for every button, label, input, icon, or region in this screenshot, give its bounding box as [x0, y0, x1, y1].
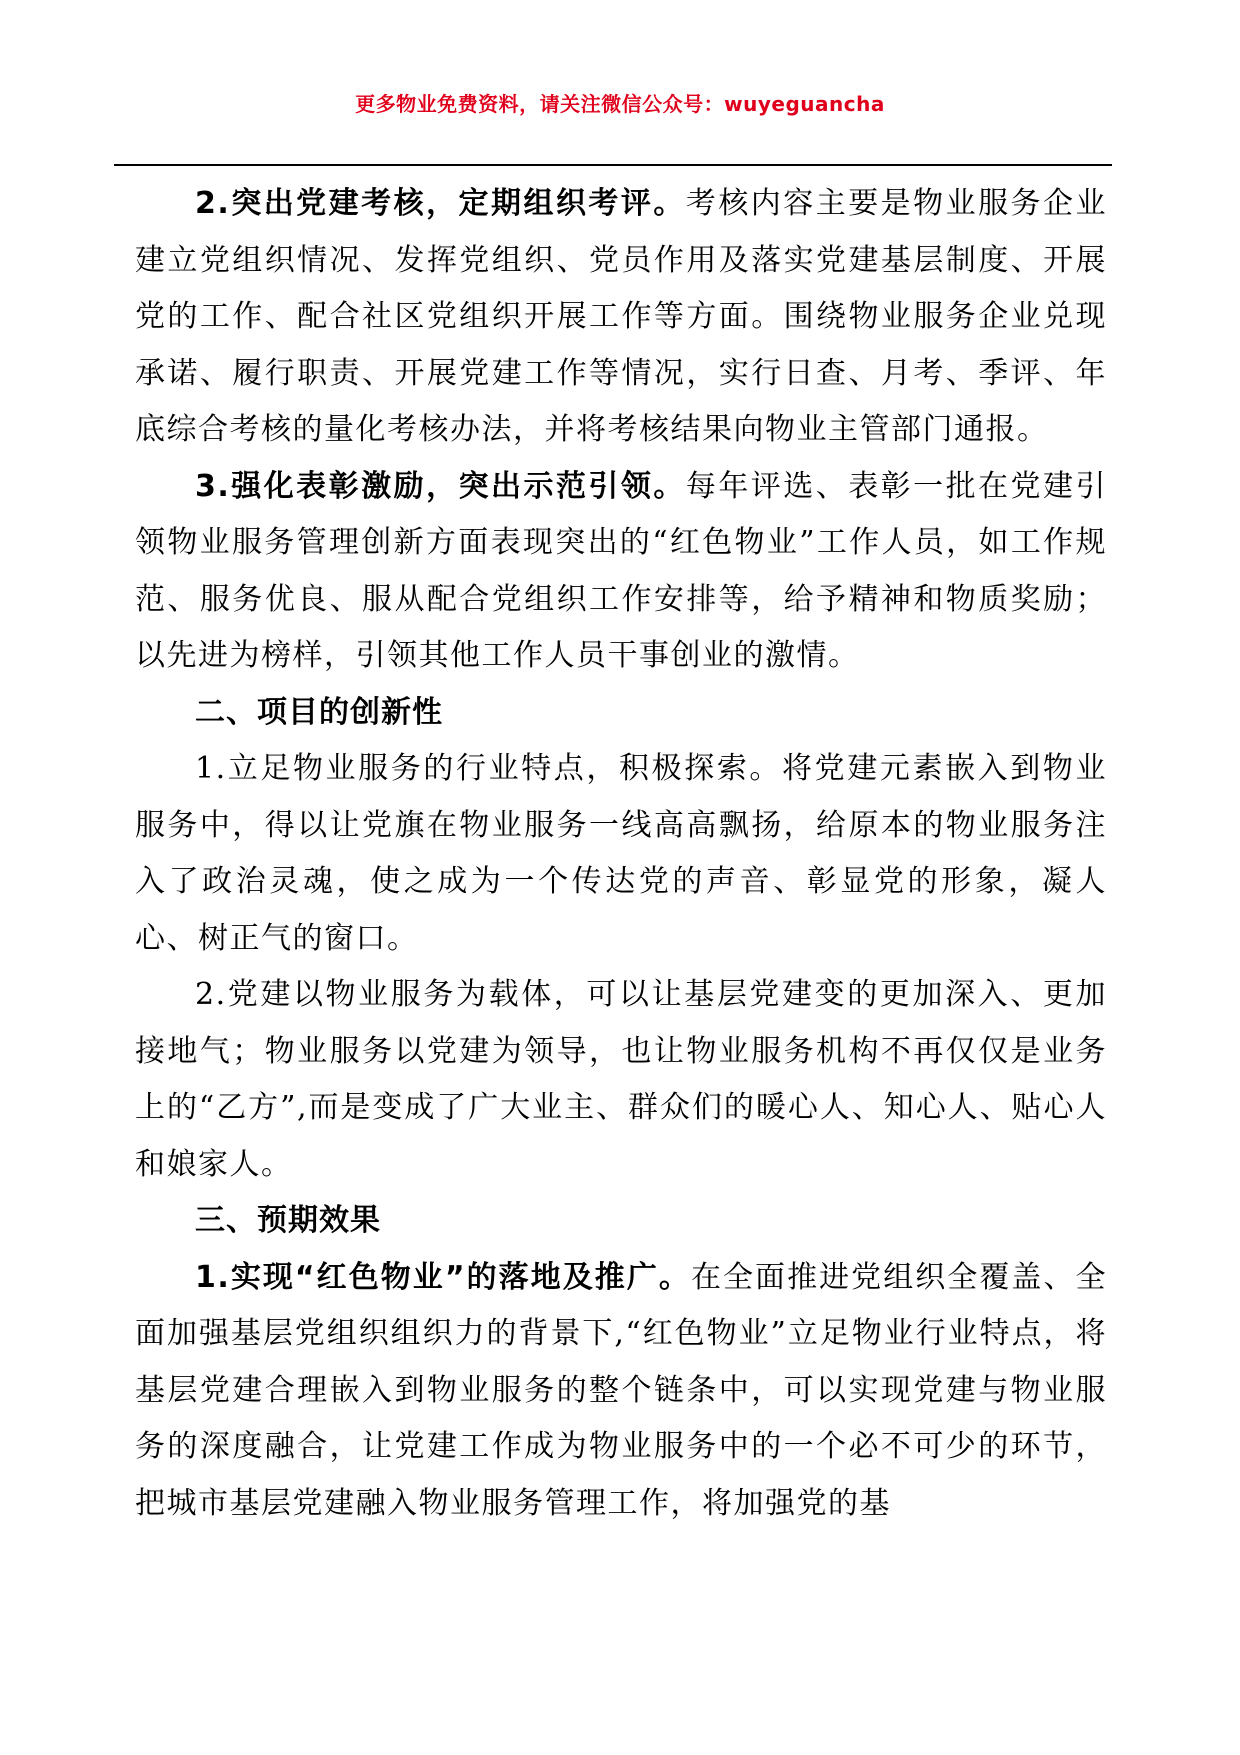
- paragraph-industry-features: 1.立足物业服务的行业特点，积极探索。将党建元素嵌入到物业服务中，得以让党旗在物业服务一线高高飘扬，给原本的物业服务注入了政治灵魂，使之成为一个传达党的声音、彰显党的形象，凝人心、树正气的窗口。: [135, 751, 1107, 956]
- section-heading-innovation: 二、项目的创新性: [195, 694, 443, 730]
- paragraph-text: 在全面推进党组织全覆盖、全面加强基层党组织组织力的背景下,“红色物业”立足物业行业特点，将基层党建合理嵌入到物业服务的整个链条中，可以实现党建与物业服务的深度融合，让党建工作成为物业服务中的一个必不可少的环节，把城市基层党建融入物业服务管理工作，将加强党的基: [135, 1259, 1107, 1521]
- header-divider: [114, 164, 1112, 166]
- paragraph-carrier: 2.党建以物业服务为载体，可以让基层党建变的更加深入、更加接地气；物业服务以党建为领导，也让物业服务机构不再仅仅是业务上的“乙方”,而是变成了广大业主、群众们的暖心人、知心人、贴心人和娘家人。: [135, 977, 1107, 1182]
- paragraph-commendation: [135, 459, 1107, 685]
- paragraph-lead: 3.强化表彰激励，突出示范引领。: [195, 468, 686, 504]
- paragraph-lead: 2.突出党建考核，定期组织考评。: [195, 186, 686, 221]
- header-note: 更多物业免费资料，请关注微信公众号：wuyeguancha: [355, 92, 885, 116]
- paragraph-red-property: [135, 1250, 1107, 1533]
- paragraph-text: 考核内容主要是物业服务企业建立党组织情况、发挥党组织、党员作用及落实党建基层制度、开展党的工作、配合社区党组织开展工作等方面。围绕物业服务企业兑现承诺、履行职责、开展党建工作等情况，实行日查、月考、季评、年底综合考核的量化考核办法，并将考核结果向物业主管部门通报。: [135, 186, 1107, 447]
- paragraph-assessment: [135, 176, 1107, 459]
- paragraph-text: 每年评选、表彰一批在党建引领物业服务管理创新方面表现突出的“红色物业”工作人员，如工作规范、服务优良、服从配合党组织工作安排等，给予精神和物质奖励；以先进为榜样，引领其他工作人员干事创业的激情。: [135, 468, 1107, 673]
- document-body: [135, 176, 1107, 1532]
- section-heading-expected-effect: 三、预期效果: [195, 1203, 381, 1238]
- paragraph-lead: 1.实现“红色物业”的落地及推广。: [195, 1259, 691, 1295]
